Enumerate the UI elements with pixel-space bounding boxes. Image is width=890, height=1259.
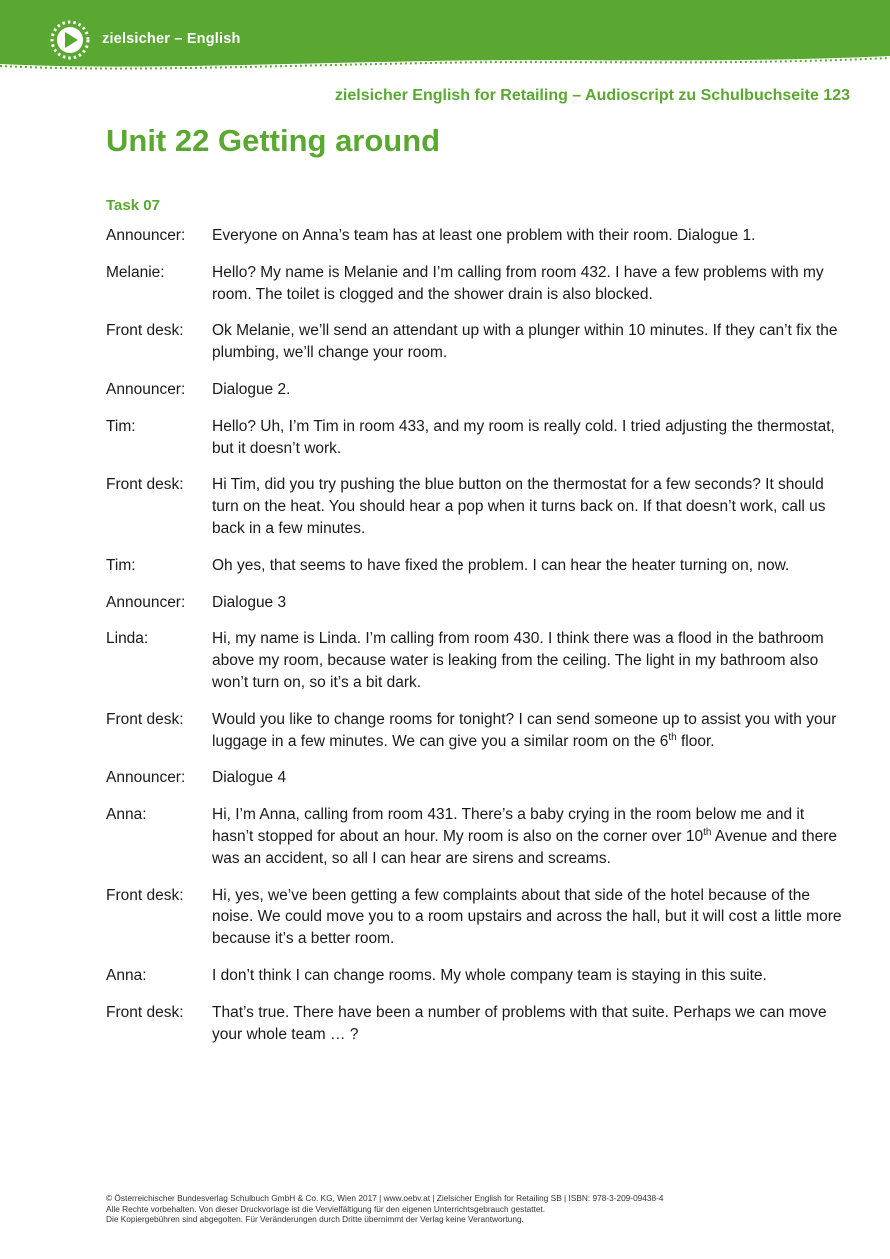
footer-line: Die Kopiergebühren sind abgegolten. Für Veränderungen durch Dritte übernimmt der Verlag keine Verantwortung. <box>106 1214 524 1224</box>
ordinal-suffix: th <box>668 731 677 743</box>
dialogue-line <box>106 885 846 950</box>
dialogue-line <box>106 262 846 306</box>
speaker: Front desk: <box>106 476 184 494</box>
utterance-part: Avenue and there was an accident, so all I can hear are sirens and screams. <box>212 827 838 867</box>
utterance: Hi, my name is Linda. I’m calling from room 430. I think there was a flood in the bathroom above my room, because water is leaking from the ceiling. The light in my bathroom also won’t turn on, so it’s a bit dark. <box>212 630 824 691</box>
footer-line: © Österreichischer Bundesverlag Schulbuch GmbH & Co. KG, Wien 2017 | www.oebv.at | Zielsicher English for Retailing SB | ISBN: 978-3-209-09438-4 <box>106 1193 664 1203</box>
utterance-part: Hi, I’m Anna, calling from room 431. There’s a baby crying in the room below me and it hasn’t stopped for about an hour. My room is also on the corner over 10 <box>212 806 805 845</box>
utterance-part: floor. <box>676 732 715 750</box>
speaker: Front desk: <box>106 710 184 728</box>
dialogue-line <box>106 555 846 577</box>
speaker: Announcer: <box>106 593 186 611</box>
utterance: Everyone on Anna’s team has at least one problem with their room. Dialogue 1. <box>212 227 756 244</box>
task-label: Task 07 <box>106 197 160 214</box>
speaker: Linda: <box>106 630 149 648</box>
dialogue-line <box>106 709 846 753</box>
speaker: Front desk: <box>106 322 184 340</box>
speaker: Tim: <box>106 556 136 574</box>
utterance: Dialogue 3 <box>212 593 287 611</box>
speaker: Announcer: <box>106 380 186 398</box>
dialogue-line <box>106 225 846 247</box>
speaker: Anna: <box>106 806 147 824</box>
dialogue-line <box>106 379 846 401</box>
header-title: zielsicher English for Retailing – Audioscript zu Schulbuchseite 123 <box>334 87 850 104</box>
speaker: Melanie: <box>106 263 165 281</box>
speaker: Announcer: <box>106 227 186 244</box>
speaker: Announcer: <box>106 769 186 787</box>
speaker: Front desk: <box>106 886 184 904</box>
utterance: Hi Tim, did you try pushing the blue button on the thermostat for a few seconds? It should turn on the heat. You should hear a pop when it turns back on. If that doesn’t work, call us back in a few minutes. <box>212 476 826 537</box>
dialogue-line <box>106 474 846 539</box>
dialogue-line <box>106 965 846 987</box>
speaker: Tim: <box>106 417 136 435</box>
utterance: That’s true. There have been a number of problems with that suite. Perhaps we can move your whole team … ? <box>212 1003 827 1043</box>
utterance-part: Would you like to change rooms for tonight? I can send someone up to assist you with your luggage in a few minutes. We can give you a similar room on the 6 <box>212 710 837 750</box>
utterance: Hi, yes, we’ve been getting a few complaints about that side of the hotel because of the noise. We could move you to a room upstairs and across the hall, but it will cost a little more because it’s a better room. <box>212 886 842 948</box>
utterance: Hello? Uh, I’m Tim in room 433, and my room is really cold. I tried adjusting the thermostat, but it doesn’t work. <box>212 417 835 457</box>
utterance: Dialogue 2. <box>212 380 291 398</box>
audioscript <box>106 225 846 1060</box>
dialogue-line <box>106 628 846 693</box>
dialogue-line <box>106 1002 846 1046</box>
dialogue-line <box>106 416 846 460</box>
ordinal-suffix: th <box>703 826 712 838</box>
dialogue-line <box>106 767 846 789</box>
utterance: I don’t think I can change rooms. My whole company team is staying in this suite. <box>212 966 767 984</box>
utterance: Ok Melanie, we’ll send an attendant up with a plunger within 10 minutes. If they can’t fix the plumbing, we’ll change your room. <box>212 322 838 362</box>
footer-line: Alle Rechte vorbehalten. Von dieser Druckvorlage ist die Vervielfältigung für den eigenen Unterrichtsgebrauch gestattet. <box>106 1203 546 1214</box>
utterance <box>212 709 846 753</box>
dialogue-line <box>106 592 846 614</box>
speaker: Anna: <box>106 966 147 984</box>
copyright-footer <box>106 1193 664 1225</box>
dialogue-line <box>106 320 846 364</box>
utterance: Dialogue 4 <box>212 769 287 787</box>
utterance: Oh yes, that seems to have fixed the problem. I can hear the heater turning on, now. <box>212 556 790 574</box>
brand-name: zielsicher – English <box>102 31 241 47</box>
utterance <box>212 804 846 869</box>
unit-title: Unit 22 Getting around <box>106 123 441 158</box>
utterance: Hello? My name is Melanie and I’m calling from room 432. I have a few problems with my room. The toilet is clogged and the shower drain is also blocked. <box>212 263 824 303</box>
dialogue-line <box>106 804 846 869</box>
speaker: Front desk: <box>106 1003 184 1021</box>
